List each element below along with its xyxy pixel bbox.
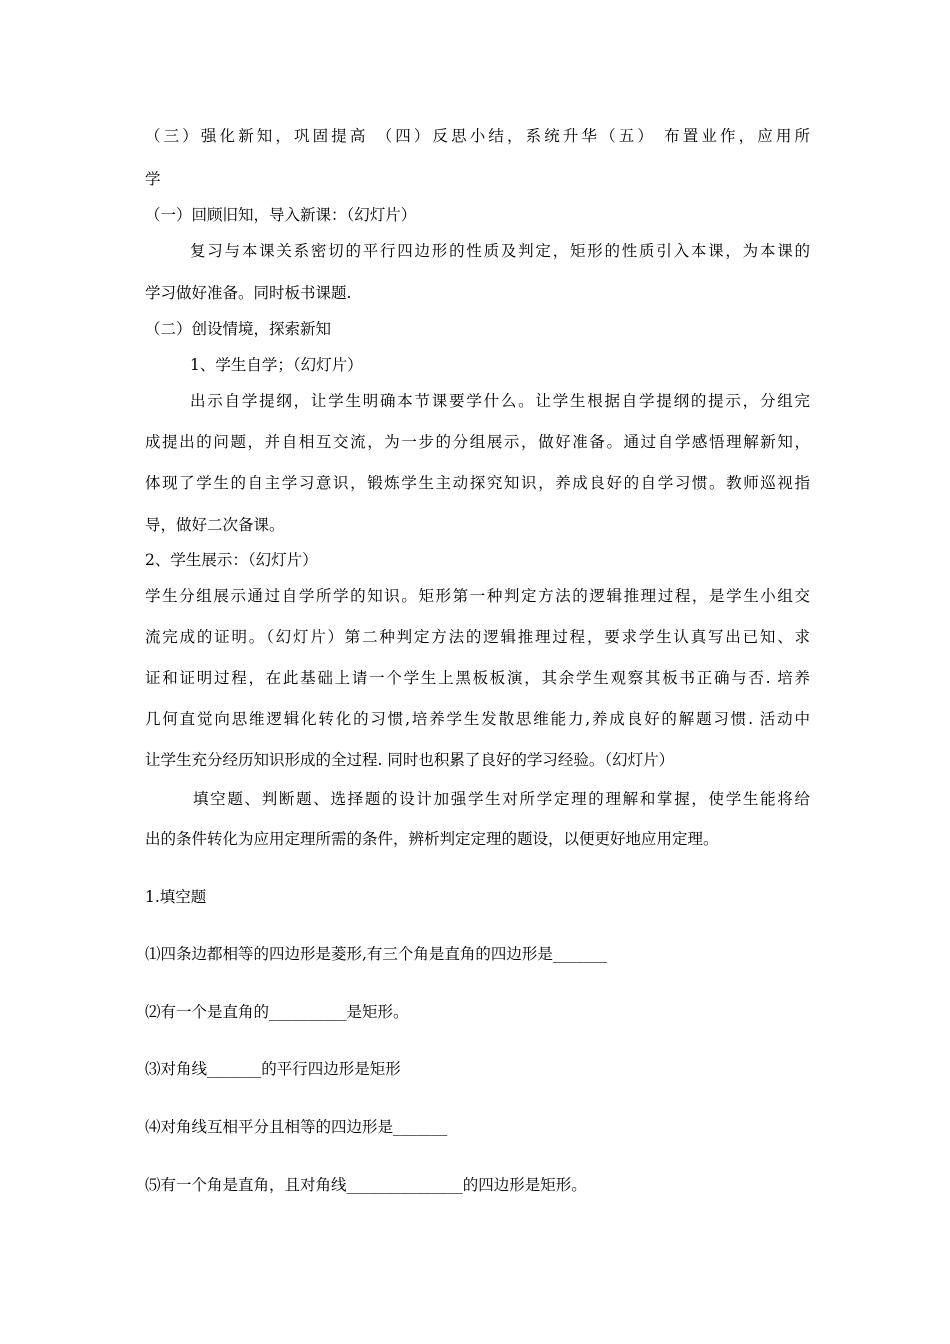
paragraph-line: 几何直觉向思维逻辑化转化的习惯,培养学生发散思维能力,养成良好的解题习惯. 活动中	[145, 710, 810, 728]
exercise-heading: 1.填空题	[145, 888, 207, 906]
paragraph-line: 流完成的证明。（幻灯片）第二种判定方法的逻辑推理过程，要求学生认真写出已知、求	[145, 628, 810, 646]
subsection-heading-presentation: 2、学生展示：（幻灯片）	[145, 551, 318, 569]
paragraph-line: 学生分组展示通过自学所学的知识。矩形第一种判定方法的逻辑推理过程，是学生小组交	[145, 587, 810, 605]
paragraph-line: 复习与本课关系密切的平行四边形的性质及判定，矩形的性质引入本课，为本课的	[190, 242, 810, 260]
paragraph-line: 证和证明过程，在此基础上请一个学生上黑板板演，其余学生观察其板书正确与否. 培养	[145, 669, 810, 687]
paragraph-line: 填空题、判断题、选择题的设计加强学生对所学定理的理解和掌握，使学生能将给	[193, 790, 810, 808]
subsection-heading-self-study: 1、学生自学；（幻灯片）	[190, 356, 363, 374]
agenda-line: （三）强化新知，巩固提高 （四）反思小结，系统升华（五） 布置业作，应用所	[145, 127, 810, 145]
exercise-item: ⑸有一个角是直角，且对角线_______________的四边形是矩形。	[145, 1176, 587, 1194]
exercise-item: ⑵有一个是直角的__________是矩形。	[145, 1003, 409, 1021]
paragraph-line: 体现了学生的自主学习意识，锻炼学生主动探究知识，养成良好的自学习惯。教师巡视指	[145, 474, 810, 492]
paragraph-line: 出示自学提纲，让学生明确本节课要学什么。让学生根据自学提纲的提示，分组完	[190, 392, 810, 410]
paragraph-line: 成提出的问题，并自相互交流，为一步的分组展示，做好准备。通过自学感悟理解新知，	[145, 433, 810, 451]
paragraph-line: 学习做好准备。同时板书课题.	[145, 284, 352, 302]
exercise-item: ⑴四条边都相等的四边形是菱形,有三个角是直角的四边形是_______	[145, 945, 608, 963]
section-heading-review: （一）回顾旧知，导入新课：（幻灯片）	[145, 206, 417, 224]
paragraph-line: 导，做好二次备课。	[145, 516, 285, 534]
exercise-item: ⑷对角线互相平分且相等的四边形是_______	[145, 1118, 448, 1136]
exercise-item: ⑶对角线_______的平行四边形是矩形	[145, 1060, 401, 1078]
section-heading-explore: （二）创设情境，探索新知	[145, 320, 332, 338]
paragraph-line: 出的条件转化为应用定理所需的条件，辨析判定定理的题设，以便更好地应用定理。	[145, 830, 719, 848]
agenda-line-continued: 学	[145, 170, 161, 188]
paragraph-line: 让学生充分经历知识形成的全过程. 同时也积累了良好的学习经验。（幻灯片）	[145, 751, 675, 769]
